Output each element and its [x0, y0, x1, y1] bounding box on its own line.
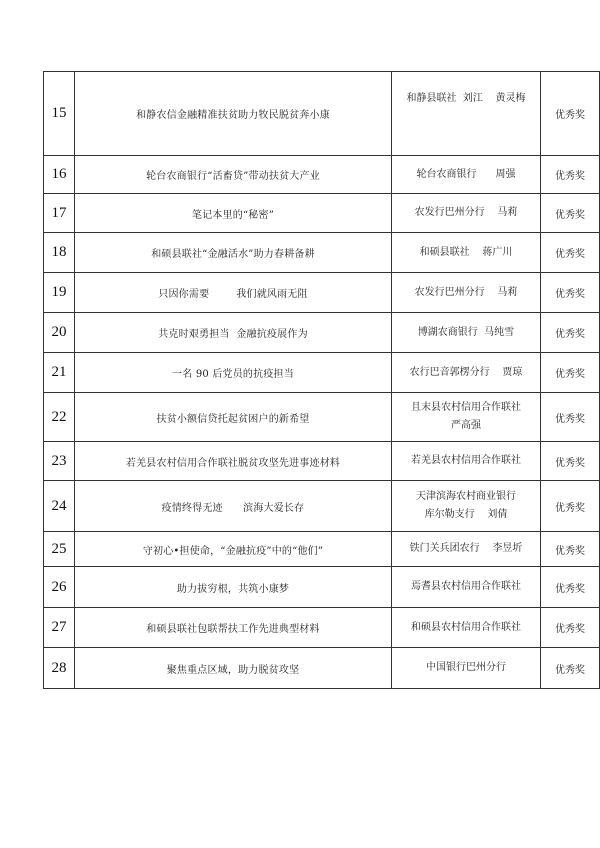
row-number: 25: [44, 532, 75, 567]
entry-unit-author: [392, 273, 541, 313]
entry-title: [75, 648, 392, 689]
row-number: 15: [44, 72, 75, 156]
entry-title: [75, 481, 392, 532]
entry-title: [75, 233, 392, 273]
unit-line: 严高强: [451, 420, 481, 431]
entry-title-text: 若羌县农村信用合作联社脱贫攻坚先进事迹材料: [125, 457, 341, 469]
table-row: [44, 608, 600, 648]
entry-unit-author: [392, 393, 541, 442]
entry-unit-author: [392, 481, 541, 532]
unit-line: 库尔勒支行 刘倩: [424, 509, 508, 520]
row-number: 21: [44, 353, 75, 393]
entry-unit-author: [392, 72, 541, 156]
award-level: 优秀奖: [541, 532, 600, 567]
table-row: [44, 156, 600, 194]
entry-title: [75, 72, 392, 156]
entry-unit-author: [392, 353, 541, 393]
entry-unit-author: [392, 233, 541, 273]
table-row: [44, 532, 600, 567]
row-number: 28: [44, 648, 75, 689]
table-row: [44, 233, 600, 273]
entry-unit-author: [392, 313, 541, 353]
unit-line: 天津滨海农村商业银行: [416, 491, 516, 502]
row-number: 24: [44, 481, 75, 532]
table-row: [44, 442, 600, 481]
award-level: 优秀奖: [541, 273, 600, 313]
table-row: [44, 313, 600, 353]
entry-title-text: 和硕县联社“金融活水”助力春耕备耕: [151, 249, 315, 260]
unit-line: 农行巴音郭楞分行 贾琼: [409, 366, 523, 378]
entry-title-text: 共克时艰勇担当 金融抗疫展作为: [158, 329, 308, 340]
unit-line: 农发行巴州分行 马莉: [414, 286, 518, 298]
entry-unit-author: [392, 608, 541, 648]
entry-title: [75, 273, 392, 313]
award-level: 优秀奖: [541, 194, 600, 233]
award-level: 优秀奖: [541, 233, 600, 273]
table-row: [44, 393, 600, 442]
award-level: 优秀奖: [541, 313, 600, 353]
row-number: 22: [44, 393, 75, 442]
table-row: [44, 194, 600, 233]
row-number: 23: [44, 442, 75, 481]
unit-line: 轮台农商银行 周强: [416, 168, 516, 180]
entry-title-text: 和静农信金融精准扶贫助力牧民脱贫奔小康: [136, 110, 330, 121]
row-number: 17: [44, 194, 75, 233]
table-row: [44, 353, 600, 393]
entry-title-text: 和硕县联社包联帮扶工作先进典型材料: [146, 624, 320, 635]
entry-title: [75, 156, 392, 194]
unit-line: 若羌县农村信用合作联社: [411, 455, 521, 466]
entry-title: [75, 313, 392, 353]
award-level: 优秀奖: [541, 353, 600, 393]
entry-title-text: 助力拔穷根，共筑小康梦: [176, 583, 290, 595]
entry-title: [75, 608, 392, 648]
award-level: 优秀奖: [541, 608, 600, 648]
entry-title-text: 只因你需要 我们就风雨无阻: [158, 289, 308, 300]
unit-line: 和硕县联社 蒋广川: [419, 246, 513, 258]
entry-unit-author: [392, 442, 541, 481]
awards-table-body: [44, 72, 600, 689]
entry-unit-author: [392, 648, 541, 689]
award-level: 优秀奖: [541, 567, 600, 608]
award-level: 优秀奖: [541, 648, 600, 689]
unit-line: 铁门关兵团农行 李昱圻: [409, 543, 523, 554]
unit-line: 农发行巴州分行 马莉: [414, 207, 518, 218]
award-level: 优秀奖: [541, 442, 600, 481]
entry-title: [75, 532, 392, 567]
awards-table: [43, 71, 600, 689]
unit-line: 和硕县农村信用合作联社: [411, 621, 521, 633]
unit-line: 且末县农村信用合作联社: [411, 402, 521, 413]
unit-line: 中国银行巴州分行: [426, 662, 506, 673]
entry-title-text: 聚焦重点区域，助力脱贫攻坚: [166, 664, 300, 676]
row-number: 18: [44, 233, 75, 273]
table-row: [44, 567, 600, 608]
entry-unit-author: [392, 567, 541, 608]
table-row: [44, 481, 600, 532]
award-level: 优秀奖: [541, 156, 600, 194]
row-number: 16: [44, 156, 75, 194]
entry-title-text: 一名 90 后党员的抗疫担当: [172, 369, 294, 380]
entry-title: [75, 442, 392, 481]
row-number: 26: [44, 567, 75, 608]
entry-unit-author: [392, 156, 541, 194]
unit-line: 和静县联社 刘江 黄灵梅: [406, 93, 526, 104]
award-level: 优秀奖: [541, 393, 600, 442]
entry-title-text: 疫情终得无迹 滨海大爱长存: [161, 502, 305, 514]
row-number: 27: [44, 608, 75, 648]
unit-line: 博湖农商银行 马纯雪: [417, 326, 515, 338]
table-row: [44, 648, 600, 689]
entry-title-text: 扶贫小额信贷托起贫困户的新希望: [156, 413, 310, 425]
entry-title: [75, 393, 392, 442]
entry-title: [75, 353, 392, 393]
row-number: 20: [44, 313, 75, 353]
row-number: 19: [44, 273, 75, 313]
table-row: [44, 273, 600, 313]
award-level: 优秀奖: [541, 481, 600, 532]
entry-title-text: 轮台农商银行“活畜贷”带动扶贫大产业: [146, 171, 320, 182]
entry-title: [75, 194, 392, 233]
entry-title-text: 守初心•担使命，“金融抗疫”中的“他们”: [142, 545, 324, 557]
entry-title-text: 笔记本里的“秘密”: [191, 209, 275, 221]
entry-unit-author: [392, 532, 541, 567]
table-row: [44, 72, 600, 156]
entry-unit-author: [392, 194, 541, 233]
award-level: 优秀奖: [541, 72, 600, 156]
unit-line: 焉耆县农村信用合作联社: [411, 581, 521, 592]
entry-title: [75, 567, 392, 608]
